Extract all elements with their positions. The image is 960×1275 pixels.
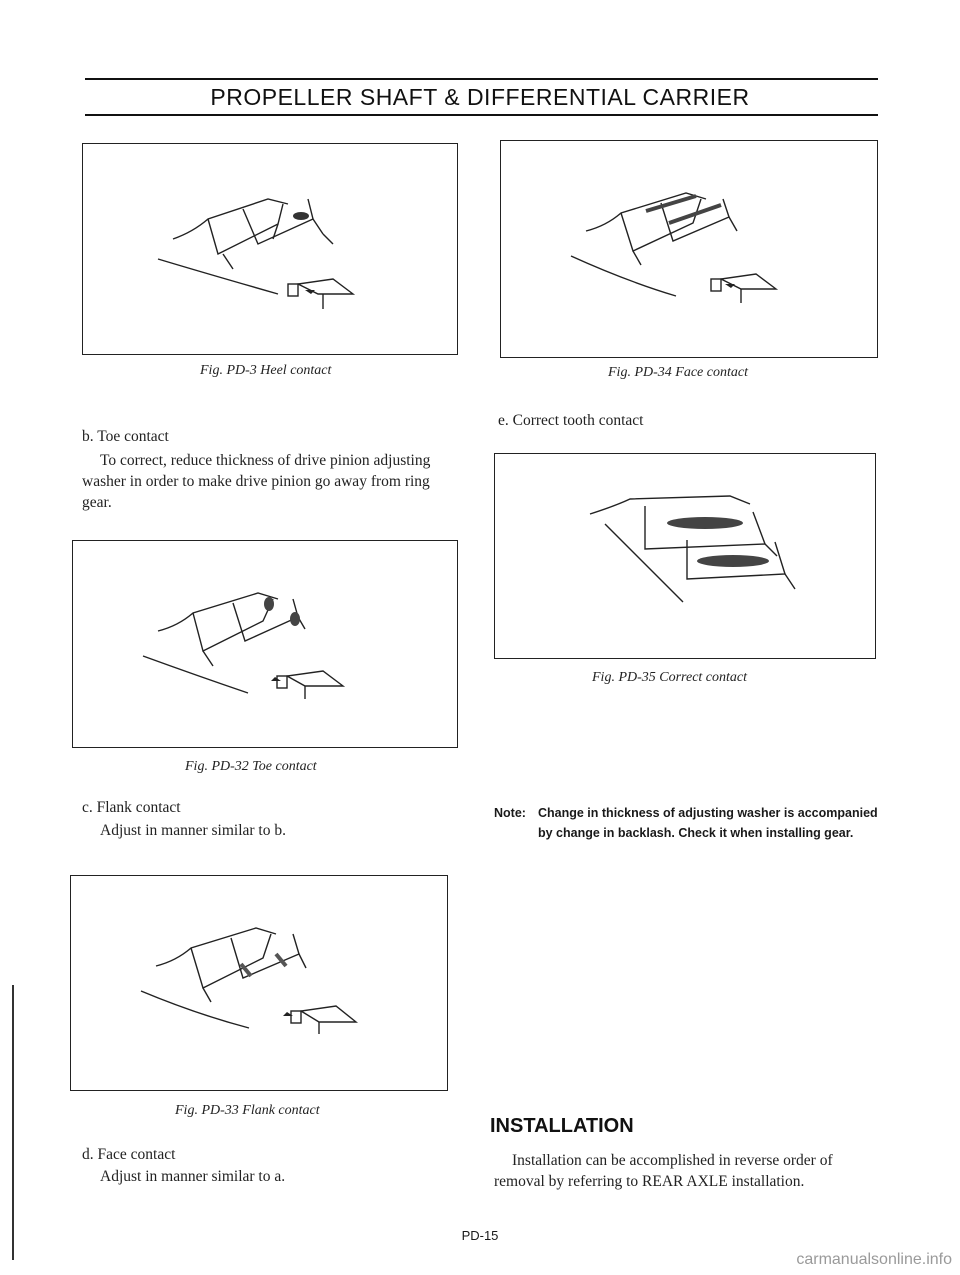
figure-caption-pd35: Fig. PD-35 Correct contact xyxy=(592,670,748,685)
gear-tooth-heel-illustration xyxy=(83,144,457,354)
figure-correct-contact xyxy=(494,453,876,659)
page-header-title: PROPELLER SHAFT & DIFFERENTIAL CARRIER xyxy=(210,84,750,110)
gear-tooth-face-illustration xyxy=(501,141,877,357)
scan-artifact-line xyxy=(12,985,14,1260)
face-contact-heading: d. Face contact xyxy=(82,1146,176,1163)
face-contact-body: Adjust in manner similar to a. xyxy=(100,1168,286,1185)
heel-contact-mark xyxy=(293,212,309,220)
toe-contact-mark-1 xyxy=(264,597,274,611)
figure-caption-pd3: Fig. PD-3 Heel contact xyxy=(200,363,332,378)
gear-tooth-flank-illustration xyxy=(71,876,447,1090)
gear-tooth-correct-illustration xyxy=(495,454,875,658)
correct-contact-mark-2 xyxy=(697,555,769,567)
watermark: carmanualsonline.info xyxy=(796,1251,952,1268)
figure-face-contact xyxy=(500,140,878,358)
figure-heel-contact xyxy=(82,143,458,355)
figure-toe-contact xyxy=(72,540,458,748)
flank-contact-heading: c. Flank contact xyxy=(82,799,181,816)
flank-contact-body: Adjust in manner similar to b. xyxy=(100,822,286,839)
toe-contact-body: To correct, reduce thickness of drive pinion adjusting washer in order to make drive pinion go away from ring gear. xyxy=(82,452,431,511)
header-rule-bottom xyxy=(85,114,878,116)
correct-contact-mark-1 xyxy=(667,517,743,529)
note-text: Change in thickness of adjusting washer is accompanied by change in backlash. Check it when installing gear. xyxy=(538,806,878,840)
header-rule-top xyxy=(85,78,878,80)
figure-caption-pd34: Fig. PD-34 Face contact xyxy=(608,365,748,380)
figure-caption-pd32: Fig. PD-32 Toe contact xyxy=(185,759,317,774)
installation-body: Installation can be accomplished in reverse order of removal by referring to REAR AXLE installation. xyxy=(494,1152,833,1190)
figure-flank-contact xyxy=(70,875,448,1091)
note-label: Note: xyxy=(494,806,526,820)
figure-caption-pd33: Fig. PD-33 Flank contact xyxy=(175,1103,320,1118)
toe-contact-mark-2 xyxy=(290,612,300,626)
gear-tooth-toe-illustration xyxy=(73,541,457,747)
toe-contact-heading: b. Toe contact xyxy=(82,428,169,445)
correct-contact-heading: e. Correct tooth contact xyxy=(498,412,644,429)
page-number: PD-15 xyxy=(461,1228,499,1243)
installation-heading: INSTALLATION xyxy=(490,1115,634,1137)
